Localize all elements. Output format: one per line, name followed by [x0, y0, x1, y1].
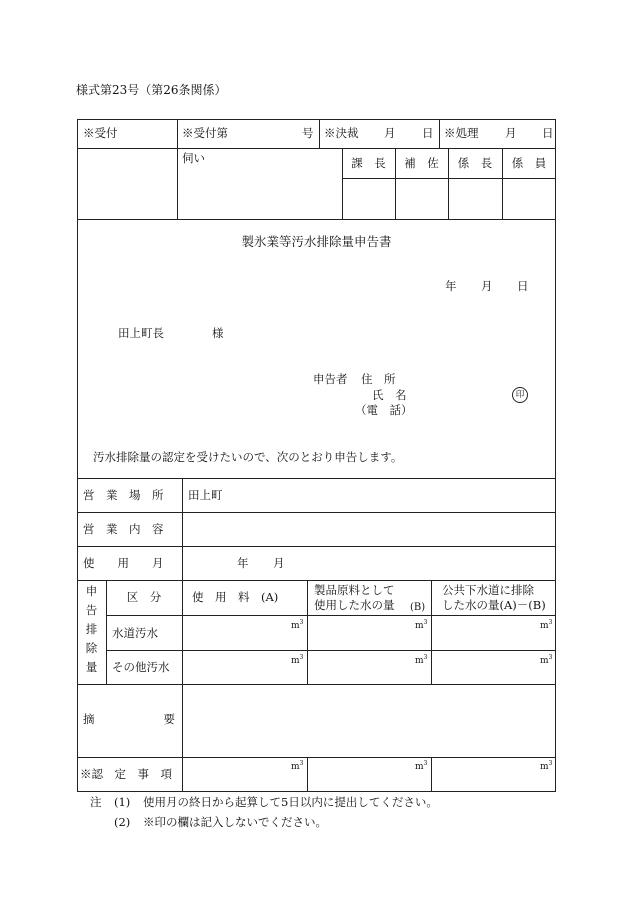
discharge-side-char-2: 告: [85, 603, 98, 617]
discharge-side-char-1: 申: [85, 584, 98, 598]
address-label: 住 所: [361, 372, 396, 386]
date-month: 月: [481, 279, 493, 293]
unit-r1-c: $m^3$: [540, 619, 553, 631]
role-assistant: 補 佐: [404, 156, 439, 170]
unit-r1-a: $m^3$: [291, 619, 304, 631]
processing-month: 月: [505, 126, 517, 140]
form-number: 様式第23号（第26条関係）: [76, 83, 227, 97]
usage-year: 年: [237, 556, 249, 570]
received-label: ※受付: [83, 126, 118, 140]
decision-label: ※決裁: [324, 126, 359, 140]
note-1-text: 使用月の終日から起算して5日以内に提出してください。: [143, 795, 438, 809]
processing-day: 日: [542, 126, 554, 140]
role-subsection-chief: 係 長: [457, 156, 493, 170]
decision-month: 月: [384, 126, 396, 140]
unit-r1-b: $m^3$: [415, 619, 428, 631]
col-c-header-line2: した水の量(A)－(B): [442, 598, 546, 612]
reception-divider: [77, 148, 556, 149]
row-other-sewage: その他汚水: [112, 660, 170, 674]
col-b-header-line1: 製品原料として: [314, 583, 395, 597]
certified-label: ※認 定 事 項: [80, 767, 172, 781]
note-2-text: ※印の欄は記入しないでください。: [143, 815, 327, 829]
notes-heading: 注: [90, 795, 102, 809]
row-water-sewage: 水道汚水: [112, 626, 158, 640]
unit-cert-b: $m^3$: [415, 760, 428, 772]
processing-label: ※処理: [444, 126, 479, 140]
col-c-header-line1: 公共下水道に排除: [442, 583, 534, 597]
col-b-header-mark: (B): [410, 602, 426, 613]
role-staff: 係 員: [511, 156, 547, 170]
usage-month-label: 使 用 月: [83, 556, 164, 570]
received-number-suffix: 号: [302, 126, 314, 140]
name-label: 氏 名: [372, 388, 407, 402]
col-a-header: 使 用 料 (A): [192, 590, 279, 604]
remarks-label: 摘 要: [83, 712, 175, 726]
note-1-number: (1): [114, 795, 131, 809]
business-content-label: 営 業 内 容: [83, 522, 164, 536]
business-location-label: 営 業 場 所: [83, 488, 164, 502]
document-title: 製氷業等汚水排除量申告書: [241, 234, 392, 249]
unit-r2-c: $m^3$: [540, 654, 553, 666]
received-number-label: ※受付第: [182, 126, 228, 140]
date-day: 日: [517, 279, 529, 293]
note-2-number: (2): [114, 815, 131, 829]
usage-month: 月: [273, 556, 285, 570]
unit-cert-a: $m^3$: [291, 760, 304, 772]
decision-day: 日: [422, 126, 434, 140]
discharge-side-char-5: 量: [85, 660, 98, 674]
discharge-side-char-4: 除: [85, 641, 98, 655]
unit-r2-a: $m^3$: [291, 654, 304, 666]
addressee: 田上町長: [118, 326, 164, 340]
unit-r2-b: $m^3$: [415, 654, 428, 666]
business-location-value: 田上町: [188, 488, 223, 502]
discharge-side-char-3: 排: [85, 622, 98, 636]
seal-mark: 印: [512, 387, 528, 403]
col-b-header-line2: 使用した水の量: [314, 598, 395, 612]
phone-label: （電 話）: [355, 403, 413, 417]
main-form: [77, 219, 556, 792]
date-year: 年: [445, 279, 457, 293]
inquiry-label: 伺い: [182, 151, 205, 165]
category-label: 区 分: [126, 590, 162, 604]
addressee-honorific: 様: [212, 326, 224, 340]
role-section-chief: 課 長: [351, 156, 386, 170]
applicant-label: 申告者: [313, 372, 348, 386]
statement: 汚水排除量の認定を受けたいので、次のとおり申告します。: [93, 450, 403, 464]
unit-cert-c: $m^3$: [540, 760, 553, 772]
